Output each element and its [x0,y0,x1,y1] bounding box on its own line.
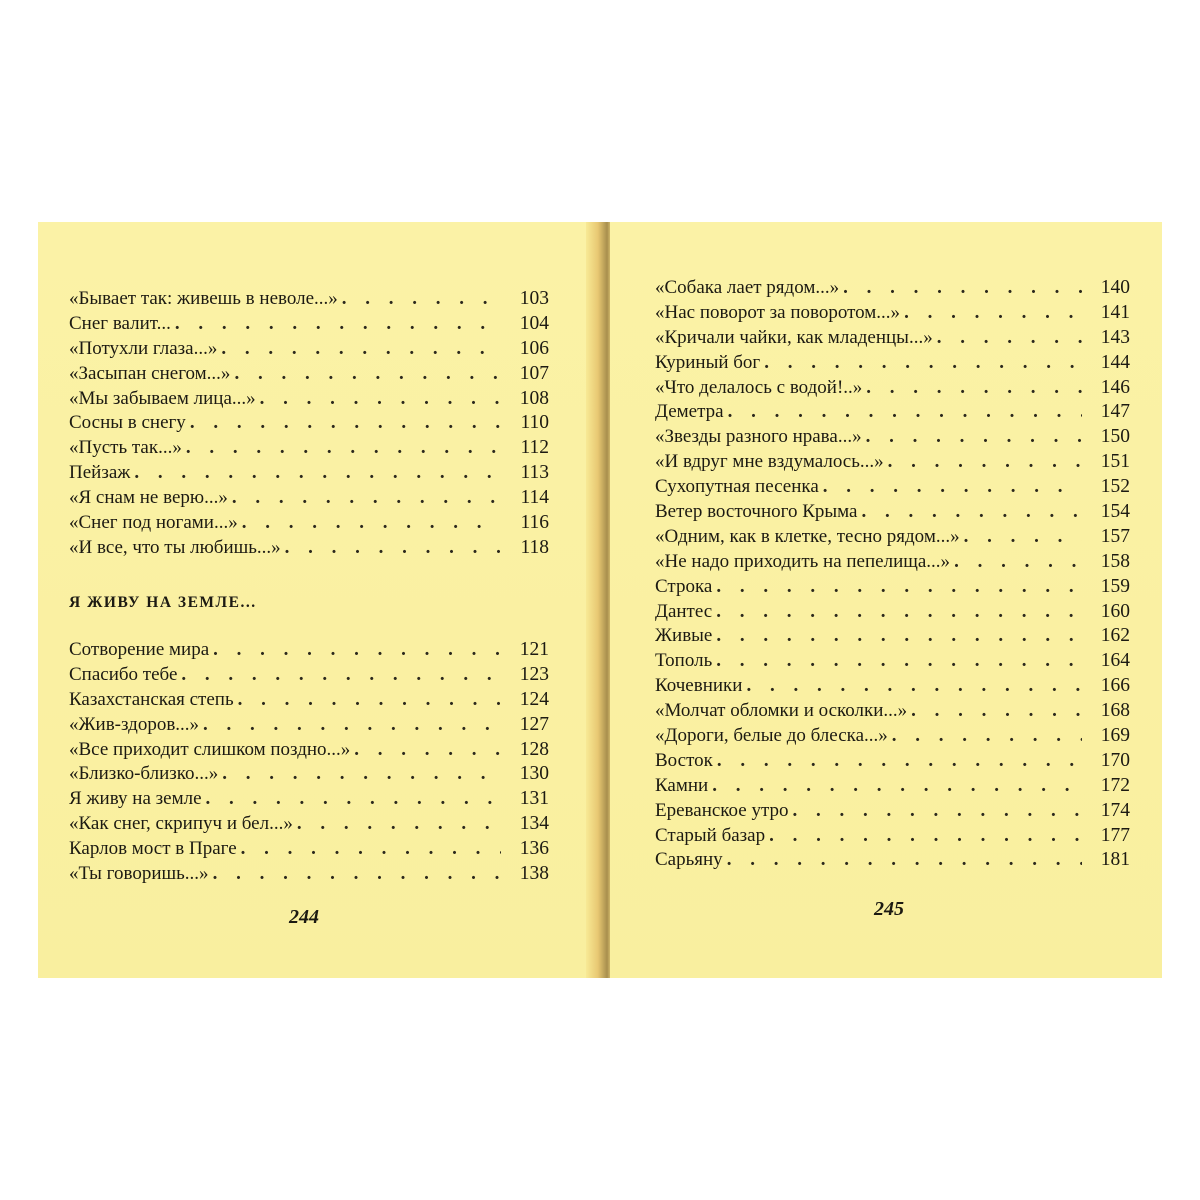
toc-entry-title: «Снег под ногами...» [69,512,238,534]
toc-entry-title: «И все, что ты любишь...» [69,536,281,558]
toc-entry [655,326,1130,351]
toc-entry-page-number: 144 [1100,351,1130,373]
dot-leader [843,276,1082,301]
dot-leader [717,749,1082,774]
toc-entry-title: «Жив-здоров...» [69,713,200,735]
toc-entry-page-number: 172 [1100,774,1130,796]
toc-entry [655,749,1130,774]
toc-entry-title: Сухопутная песенка [655,476,819,498]
toc-entry-page-number: 181 [1100,849,1130,871]
toc-entry-page-number: 128 [519,738,549,760]
dot-leader [866,425,1082,450]
toc-entry-title: «Засыпан снегом...» [69,362,231,384]
dot-leader [727,848,1082,873]
toc-entry-page-number: 151 [1100,451,1130,473]
dot-leader [342,287,501,312]
dot-leader [716,649,1082,674]
toc-entry [655,674,1130,699]
toc-entry [69,287,549,312]
toc-entry-title: Ветер восточного Крыма [655,501,858,523]
toc-entry-title: «Близко-близко...» [69,763,219,785]
toc-entry-title: «Потухли глаза...» [69,337,218,359]
toc-entry-title: Снег валит... [69,312,171,334]
toc-entry [69,536,549,561]
toc-entry-title: Тополь [655,650,713,672]
dot-leader [866,376,1082,401]
toc-entry-title: Куриный бог [655,351,761,373]
toc-entry-page-number: 107 [519,362,549,384]
toc-entry-title: «Ты говоришь...» [69,863,209,885]
dot-leader [954,550,1082,575]
toc-entry-title: Дантес [655,600,713,622]
toc-entry-page-number: 134 [519,813,549,835]
toc-entry [69,812,549,837]
toc-entry-title: «Дороги, белые до блеска...» [655,725,888,747]
dot-leader [937,326,1082,351]
toc-entry-title: «Мы забываем лица...» [69,387,256,409]
dot-leader [746,674,1082,699]
right-page [610,222,1162,978]
toc-entry-page-number: 166 [1100,675,1130,697]
toc-entry-page-number: 104 [519,312,549,334]
dot-leader [793,799,1082,824]
dot-leader [888,450,1082,475]
toc-entry-page-number: 121 [519,639,549,660]
dot-leader [221,337,501,362]
toc-entry-page-number: 146 [1100,376,1130,398]
toc-entry [69,862,549,887]
toc-entry [655,425,1130,450]
toc-entry [69,638,549,663]
toc-entry [655,824,1130,849]
toc-entry [69,312,549,337]
toc-entry-title: «Все приходит слишком поздно...» [69,738,351,760]
toc-entry [69,738,549,763]
toc-entry [655,848,1130,873]
dot-leader [213,862,501,887]
dot-leader [904,301,1082,326]
dot-leader [242,511,501,536]
toc-entry [69,461,549,486]
toc-entry-title: Пейзаж [69,462,131,484]
toc-entry-title: Карлов мост в Праге [69,838,237,860]
toc-entry [655,301,1130,326]
toc-entry-title: Камни [655,774,709,796]
toc-entry [69,663,549,688]
toc-entry [655,450,1130,475]
dot-leader [175,312,501,337]
toc-entry-title: Деметра [655,401,724,423]
toc-entry-page-number: 110 [520,412,549,434]
toc-entry [655,276,1130,301]
toc-entry-page-number: 154 [1100,501,1130,523]
toc-entry-page-number: 108 [519,387,549,409]
toc-entry-title: «Как снег, скрипуч и бел...» [69,813,293,835]
toc-entry-page-number: 113 [520,462,549,484]
dot-leader [222,762,501,787]
toc-entry [655,724,1130,749]
toc-entry-title: Восток [655,749,713,771]
toc-list [655,276,1130,873]
book-spread [38,222,1162,978]
toc-entry-page-number: 136 [519,838,549,860]
toc-entry-page-number: 127 [519,713,549,735]
toc-entry-page-number: 159 [1100,575,1130,597]
toc-entry [655,550,1130,575]
toc-entry-title: Сотворение мира [69,639,210,660]
toc-list [69,638,549,887]
toc-entry-page-number: 160 [1100,600,1130,622]
toc-entry-page-number: 158 [1100,550,1130,572]
toc-entry-title: Кочевники [655,675,743,697]
dot-leader [764,351,1082,376]
toc-entry-page-number: 147 [1100,401,1130,423]
toc-entry-title: Сарьяну [655,849,723,871]
toc-entry-page-number: 112 [520,437,549,459]
toc-entry [69,436,549,461]
toc-entry [655,699,1130,724]
toc-entry-page-number: 130 [519,763,549,785]
toc-entry-page-number: 118 [520,536,549,558]
page-number: 245 [874,898,904,920]
toc-entry [69,337,549,362]
toc-entry-title: Я живу на земле [69,788,202,810]
dot-leader [911,699,1082,724]
dot-leader [234,362,501,387]
toc-entry-title: «Одним, как в клетке, тесно рядом...» [655,525,960,547]
toc-list [69,287,549,561]
toc-entry-title: Строка [655,575,713,597]
toc-entry-page-number: 157 [1100,525,1130,547]
toc-entry-page-number: 152 [1100,476,1130,498]
toc-entry [655,600,1130,625]
toc-entry-title: «И вдруг мне вздумалось...» [655,451,884,473]
toc-entry-page-number: 116 [520,512,549,534]
toc-entry-title: «Я снам не верю...» [69,487,228,509]
toc-entry [655,799,1130,824]
toc-entry [69,511,549,536]
toc-entry-page-number: 140 [1100,277,1130,298]
dot-leader [297,812,501,837]
dot-leader [285,536,501,561]
toc-entry-title: Спасибо тебе [69,663,178,685]
dot-leader [712,774,1082,799]
dot-leader [181,663,501,688]
toc-entry [69,486,549,511]
dot-leader [964,525,1082,550]
toc-entry-page-number: 170 [1100,749,1130,771]
toc-entry-page-number: 123 [519,663,549,685]
dot-leader [354,738,501,763]
dot-leader [823,475,1082,500]
dot-leader [238,688,501,713]
toc-entry [655,475,1130,500]
dot-leader [716,575,1082,600]
toc-entry [69,787,549,812]
toc-entry-title: «Молчат обломки и осколки...» [655,700,908,722]
toc-entry-title: «Звезды разного нрава...» [655,426,862,448]
toc-entry-page-number: 138 [519,863,549,885]
toc-entry-title: «Нас поворот за поворотом...» [655,301,901,323]
toc-entry-page-number: 150 [1100,426,1130,448]
toc-entry-page-number: 143 [1100,326,1130,348]
toc-entry-page-number: 174 [1100,799,1130,821]
toc-entry [69,688,549,713]
left-page [38,222,595,978]
toc-entry-page-number: 141 [1100,301,1130,323]
toc-entry [655,400,1130,425]
toc-entry-title: Старый базар [655,824,766,846]
toc-entry-title: Живые [655,625,713,647]
dot-leader [892,724,1082,749]
toc-entry-page-number: 114 [520,487,549,509]
toc-entry [69,837,549,862]
toc-entry [655,500,1130,525]
toc-entry [69,362,549,387]
section-heading: Я ЖИВУ НА ЗЕМЛЕ... [69,594,257,611]
toc-entry-page-number: 131 [519,788,549,810]
toc-entry-title: «Кричали чайки, как младенцы...» [655,326,933,348]
toc-entry [69,713,549,738]
page-number: 244 [289,906,319,928]
dot-leader [716,624,1082,649]
dot-leader [213,638,501,663]
toc-entry-page-number: 168 [1100,700,1130,722]
dot-leader [203,713,501,738]
toc-entry-title: «Пусть так...» [69,437,182,459]
toc-entry-page-number: 124 [519,688,549,710]
toc-entry-title: Казахстанская степь [69,688,234,710]
toc-entry [655,351,1130,376]
dot-leader [134,461,501,486]
dot-leader [206,787,501,812]
dot-leader [728,400,1082,425]
dot-leader [190,411,501,436]
dot-leader [241,837,501,862]
toc-entry [69,387,549,412]
toc-entry [655,525,1130,550]
toc-entry-page-number: 177 [1100,824,1130,846]
toc-entry-page-number: 162 [1100,625,1130,647]
toc-entry-title: «Бывает так: живешь в неволе...» [69,288,338,309]
toc-entry-title: «Не надо приходить на пепелища...» [655,550,951,572]
dot-leader [232,486,501,511]
toc-entry-page-number: 106 [519,337,549,359]
toc-entry-title: «Что делалось с водой!..» [655,376,863,398]
toc-entry-title: «Собака лает рядом...» [655,277,840,298]
toc-entry [69,762,549,787]
toc-entry [655,575,1130,600]
toc-entry [655,624,1130,649]
dot-leader [769,824,1082,849]
dot-leader [260,387,501,412]
toc-entry [655,376,1130,401]
toc-entry [655,649,1130,674]
toc-entry-page-number: 103 [519,288,549,309]
toc-entry [69,411,549,436]
toc-entry-page-number: 164 [1100,650,1130,672]
toc-entry-title: Сосны в снегу [69,412,186,434]
toc-entry-title: Ереванское утро [655,799,789,821]
dot-leader [716,600,1082,625]
toc-entry [655,774,1130,799]
dot-leader [186,436,501,461]
toc-entry-page-number: 169 [1100,725,1130,747]
dot-leader [861,500,1082,525]
